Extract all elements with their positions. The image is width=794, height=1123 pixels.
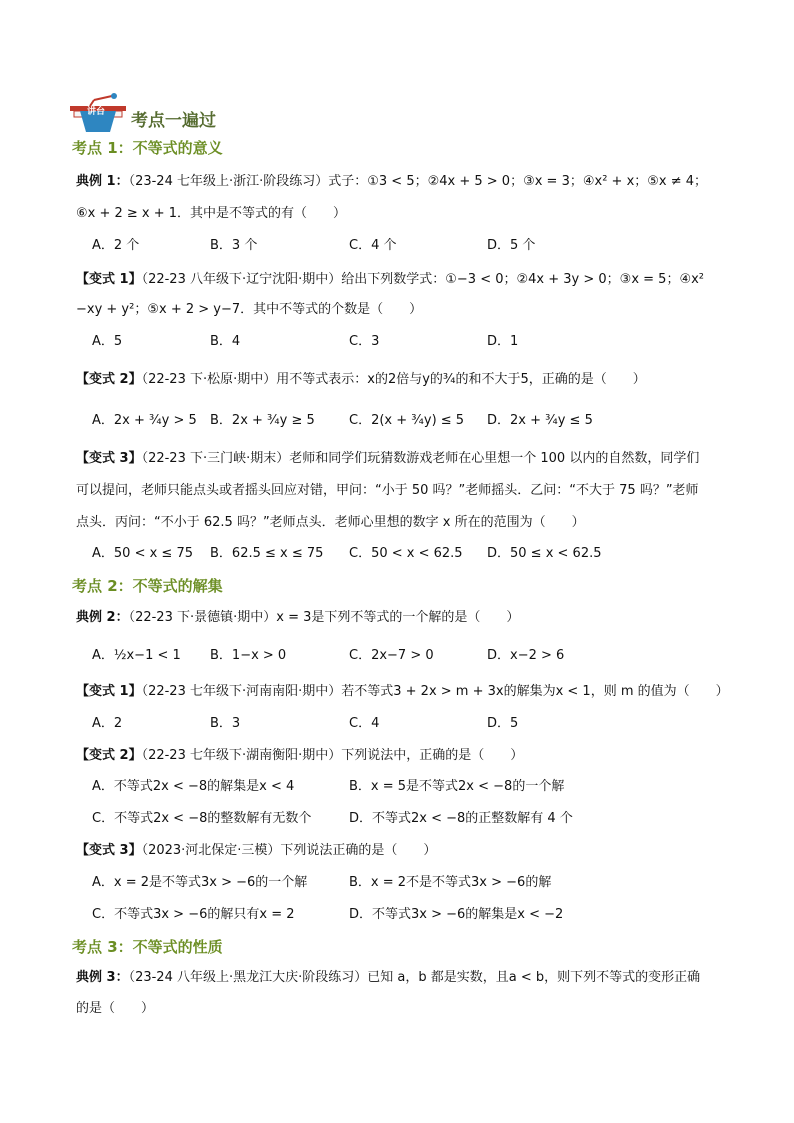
example-3-line-2: 的是（ ） (76, 1001, 155, 1016)
option-d: D．5 (487, 716, 519, 731)
option-b: B．3 个 (210, 238, 258, 253)
option-c: C．4 (349, 716, 380, 731)
option-d: D．2x + ¾y ≤ 5 (487, 413, 593, 428)
logo-text: 讲台 (87, 107, 106, 117)
question-text: （22-23 下·景德镇·期中）x = 3是下列不等式的一个解的是（ ） (128, 610, 520, 625)
option-a: A．不等式2x < −8的解集是x < 4 (92, 779, 295, 794)
question-text: （23-24 八年级上·黑龙江大庆·阶段练习）已知 a，b 都是实数，且a < b，则下列不等式的变形正确 (128, 970, 701, 985)
section-heading-2: 考点 2：不等式的解集 (72, 577, 223, 595)
variant-1-2-line-1 (76, 371, 646, 389)
variant-2-2-line-1 (76, 747, 523, 765)
example-1-line-2: ⑥x + 2 ≥ x + 1．其中是不等式的有（ ） (76, 206, 347, 221)
option-a: A．50 < x ≤ 75 (92, 546, 193, 561)
variant-label: 【变式 3】 (76, 843, 142, 858)
option-c: C．4 个 (349, 238, 397, 253)
option-d: D．x−2 > 6 (487, 648, 565, 663)
option-a: A．5 (92, 334, 123, 349)
option-d: D．1 (487, 334, 519, 349)
option-b: B．3 (210, 716, 241, 731)
question-text: （22-23 七年级下·湖南衡阳·期中）下列说法中，正确的是（ ） (141, 748, 524, 763)
option-c: C．50 < x < 62.5 (349, 546, 463, 561)
option-c: C．2x−7 > 0 (349, 648, 434, 663)
option-a: A．2x + ¾y > 5 (92, 413, 197, 428)
variant-1-3-line-1 (76, 450, 699, 468)
option-a: A．2 (92, 716, 123, 731)
option-c: C．不等式3x > −6的解只有x = 2 (92, 907, 295, 922)
example-3-line-1 (76, 969, 700, 987)
option-d: D．5 个 (487, 238, 536, 253)
option-d: D．不等式2x < −8的正整数解有 4 个 (349, 811, 573, 826)
option-d: D．50 ≤ x < 62.5 (487, 546, 602, 561)
variant-1-1-line-1 (76, 271, 704, 289)
option-a: A．½x−1 < 1 (92, 648, 181, 663)
example-label: 典例 2： (76, 610, 129, 625)
variant-label: 【变式 1】 (76, 272, 142, 287)
podium-logo (70, 92, 132, 128)
option-c: C．2(x + ¾y) ≤ 5 (349, 413, 465, 428)
variant-1-1-line-2: −xy + y²；⑤x + 2 > y−7．其中不等式的个数是（ ） (76, 302, 423, 317)
example-label: 典例 1： (76, 174, 129, 189)
question-text: （22-23 八年级下·辽宁沈阳·期中）给出下列数学式：①−3 < 0；②4x + 3y > 0；③x = 5；④x² (141, 272, 704, 287)
question-text: （23-24 七年级上·浙江·阶段练习）式子：①3 < 5；②4x + 5 > 0；③x = 3；④x² + x；⑤x ≠ 4； (128, 174, 708, 189)
question-text: （22-23 七年级下·河南南阳·期中）若不等式3 + 2x > m + 3x的解集为x < 1，则 m 的值为（ ） (141, 684, 729, 699)
option-b: B．x = 5是不等式2x < −8的一个解 (349, 779, 565, 794)
variant-2-3-line-1 (76, 842, 436, 860)
option-d: D．不等式3x > −6的解集是x < −2 (349, 907, 564, 922)
variant-label: 【变式 1】 (76, 684, 142, 699)
option-b: B．62.5 ≤ x ≤ 75 (210, 546, 324, 561)
question-text: （22-23 下·松原·期中）用不等式表示：x的2倍与y的¾的和不大于5，正确的是（ ） (141, 372, 646, 387)
example-1-line-1 (76, 173, 707, 191)
option-a: A．x = 2是不等式3x > −6的一个解 (92, 875, 308, 890)
variant-1-3-line-3: 点头．丙问：“不小于 62.5 吗？”老师点头．老师心里想的数字 x 所在的范围为（ ） (76, 515, 585, 530)
variant-label: 【变式 2】 (76, 372, 142, 387)
variant-label: 【变式 3】 (76, 451, 142, 466)
example-2-line-1 (76, 609, 519, 627)
option-c: C．不等式2x < −8的整数解有无数个 (92, 811, 312, 826)
option-b: B．4 (210, 334, 241, 349)
variant-label: 【变式 2】 (76, 748, 142, 763)
variant-1-3-line-2: 可以提问，老师只能点头或者摇头回应对错，甲问：“小于 50 吗？”老师摇头．乙问：“不大于 75 吗？”老师 (76, 483, 699, 498)
question-text: （2023·河北保定·三模）下列说法正确的是（ ） (141, 843, 437, 858)
example-label: 典例 3： (76, 970, 129, 985)
option-b: B．2x + ¾y ≥ 5 (210, 413, 315, 428)
option-b: B．1−x > 0 (210, 648, 287, 663)
option-b: B．x = 2不是不等式3x > −6的解 (349, 875, 552, 890)
option-c: C．3 (349, 334, 380, 349)
option-a: A．2 个 (92, 238, 140, 253)
section-heading-3: 考点 3：不等式的性质 (72, 938, 223, 956)
section-heading-1: 考点 1：不等式的意义 (72, 139, 223, 157)
question-text: （22-23 下·三门峡·期末）老师和同学们玩猜数游戏老师在心里想一个 100 以内的自然数，同学们 (141, 451, 700, 466)
page-title: 考点一遍过 (131, 111, 216, 131)
variant-2-1-line-1 (76, 683, 729, 701)
